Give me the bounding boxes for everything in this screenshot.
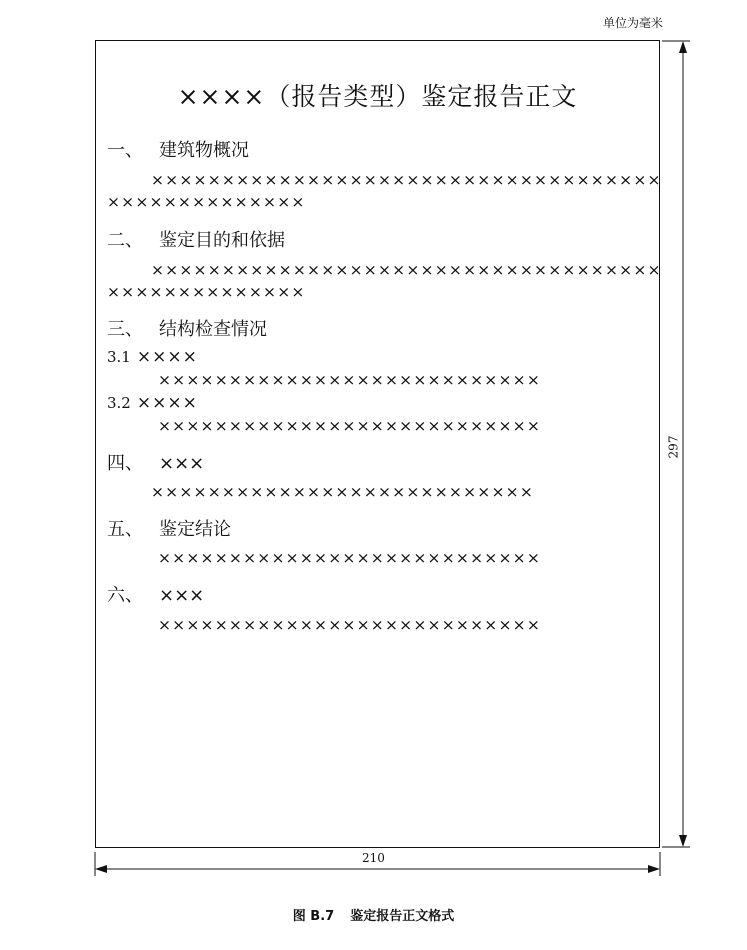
figure-title: 鉴定报告正文格式 [350,909,455,924]
height-dimension-label: 297 [666,435,681,459]
figure-number: 图 B.7 [292,909,335,924]
section-2-line-1: ×××××××××××××××××××××××××××××××××××× [151,261,662,279]
section-2-line-2: ×××××××××××××× [107,283,306,301]
section-number: 二、 [107,230,143,251]
section-number: 五、 [107,519,143,540]
section-4-line: ××××××××××××××××××××××××××× [151,483,535,501]
section-title: 鉴定目的和依据 [159,230,285,251]
width-dimension-label: 210 [362,851,385,865]
page-title: ××××（报告类型）鉴定报告正文 [177,82,578,111]
subsection-number: 3.1 [107,348,131,366]
section-title: ××× [159,453,205,474]
section-title: 结构检查情况 [159,319,267,340]
section-number: 一、 [107,140,143,161]
section-1-line-1: ×××××××××××××××××××××××××××××××××××× [151,171,662,189]
section-1-line-2: ×××××××××××××× [107,193,306,211]
unit-note: 单位为毫米 [603,16,664,30]
section-title: ××× [159,585,205,606]
subsection-number: 3.2 [107,394,131,412]
subsection-title: ×××× [136,347,198,367]
section-number: 六、 [107,585,143,606]
figure-caption [0,905,747,924]
subsection-3-2-line: ××××××××××××××××××××××××××× [158,417,542,435]
section-number: 三、 [107,319,143,340]
section-title: 鉴定结论 [159,519,231,540]
subsection-title: ×××× [136,393,198,413]
section-number: 四、 [107,453,143,474]
section-title: 建筑物概况 [159,140,249,161]
section-5-line: ××××××××××××××××××××××××××× [158,549,542,567]
subsection-3-1-line: ××××××××××××××××××××××××××× [158,371,542,389]
section-6-line: ××××××××××××××××××××××××××× [158,616,542,634]
